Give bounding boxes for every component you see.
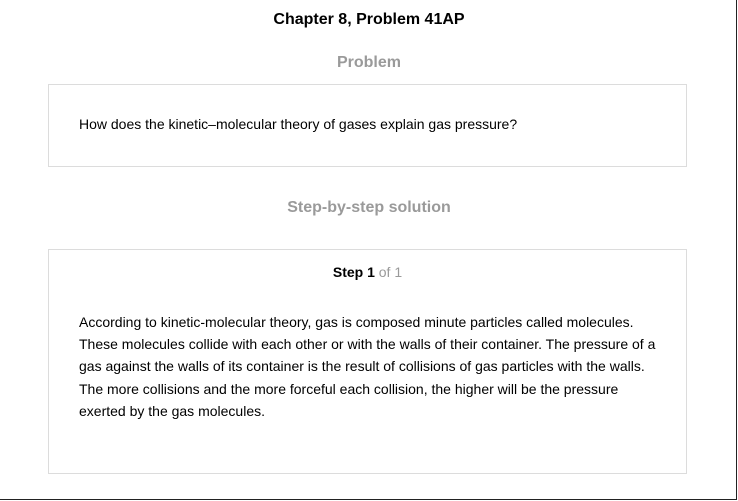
step-indicator bbox=[49, 264, 686, 280]
step-number: Step 1 bbox=[332, 264, 375, 280]
solution-text: According to kinetic-molecular theory, gas is composed minute particles called molecules. These molecules collide with each other or with the walls of their container. The pressure of a gas against the walls of its container is the result of collisions of gas particles with the walls. The more collisions and the more forceful each collision, the higher will be the pressure exerted by the gas molecules. bbox=[79, 314, 656, 419]
page-title: Chapter 8, Problem 41AP bbox=[273, 11, 465, 28]
step-total: of 1 bbox=[378, 264, 403, 280]
solution-heading: Step-by-step solution bbox=[287, 199, 451, 216]
problem-heading: Problem bbox=[336, 54, 401, 71]
solution-box bbox=[48, 249, 687, 474]
problem-box bbox=[48, 84, 687, 167]
problem-text: How does the kinetic–molecular theory of gases explain gas pressure? bbox=[79, 116, 518, 132]
